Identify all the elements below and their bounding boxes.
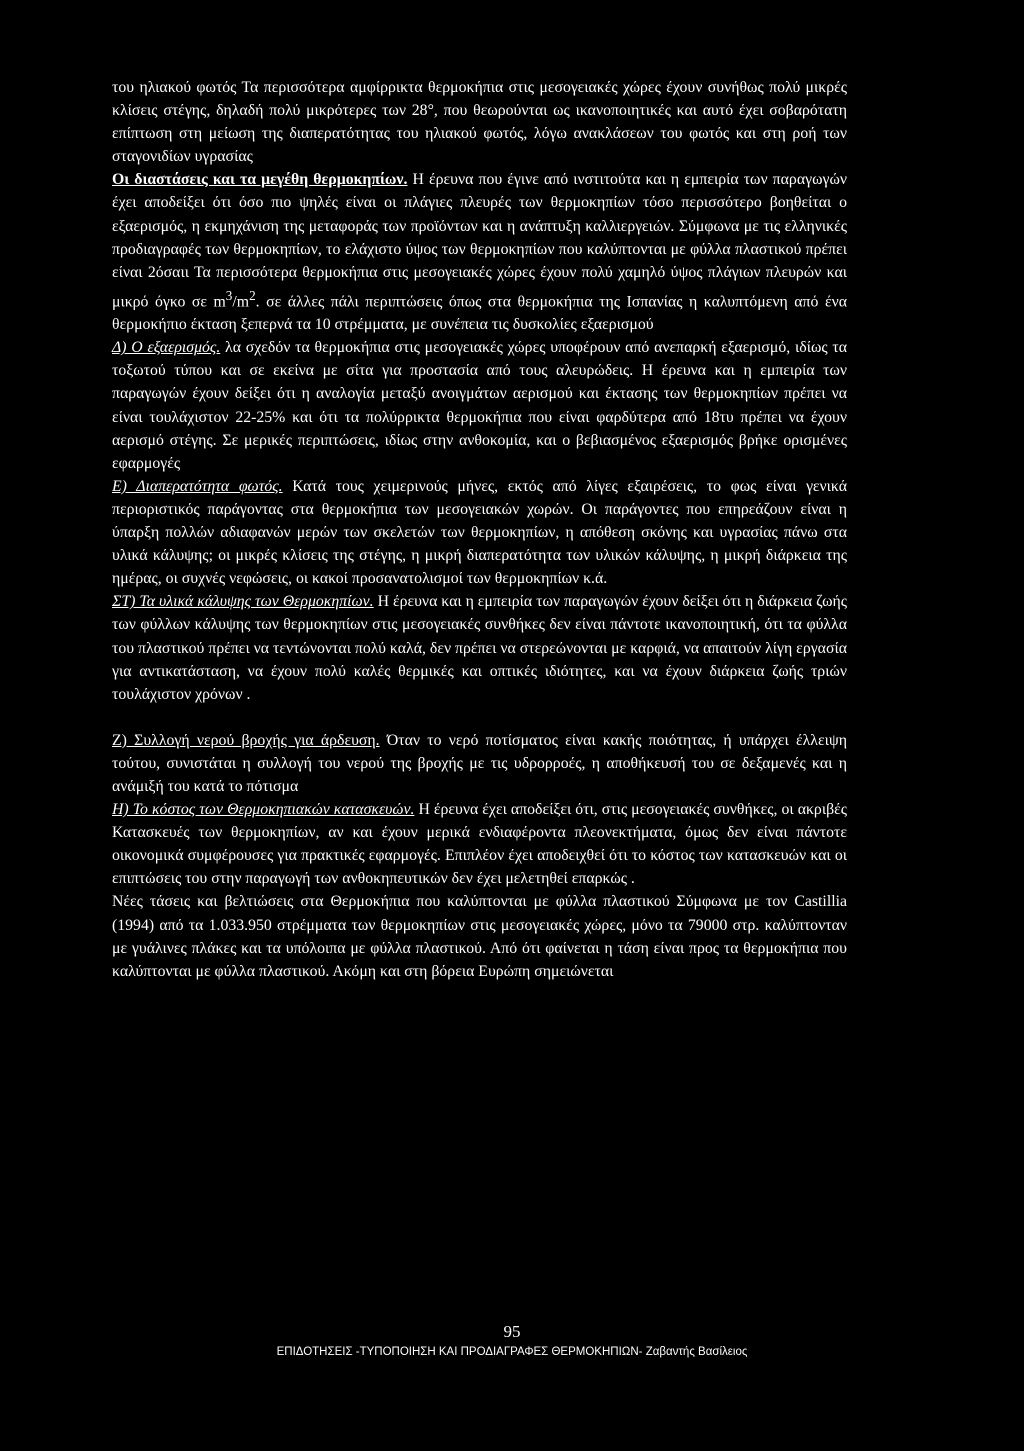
paragraph-text: Κατά τους χειμερινούς μήνες, εκτός από λίγες εξαιρέσεις, το φως είναι γενικά περιοριστικός παράγοντας στα θερμοκήπια των μεσογειακών χωρών. Οι παράγοντες που επηρεάζουν είναι η ύπαρξη πολλών αδιαφανών μερών των σκελετών των θερμοκηπίων, η απόθεση σκόνης και υγρασίας πάνω στα υλικά κάλυψης; οι μικρές κλίσεις της στέγης, η μικρή διαπερατότητα των υλικών κάλυψης, η μικρή διάρκεια της ημέρας, οι συχνές νεφώσεις, οι κακοί προσανατολισμοί των θερμοκηπίων κ.ά.	[112, 477, 848, 588]
body-text	[112, 76, 847, 983]
section-heading-light: Ε) Διαπερατότητα φωτός.	[112, 477, 283, 495]
paragraph-text: Η έρευνα και η εμπειρία των παραγωγών έχουν δείξει ότι η διάρκεια ζωής των φύλλων κάλυψης των θερμοκηπίων στις μεσογειακές συνθήκες δεν είναι πάντοτε ικανοποιητική, ότι τα φύλλα του πλαστικού πρέπει να τεντώνονται πολύ καλά, δεν πρέπει να στερεώνονται με καρφιά, να απαιτούν λίγη εργασία για αντικατάσταση, να έχουν πολύ καλές θερμικές και οπτικές ιδιότητες, και να έχουν διάρκεια ζωής τριών τουλάχιστον χρόνων .	[112, 593, 847, 703]
paragraph-light	[112, 475, 847, 590]
paragraph-text: Όταν το νερό ποτίσματος είναι κακής ποιότητας, ή υπάρχει έλλειψη τούτου, συνιστάται η συλλογή του νερού της βροχής με τις υδρορροές, η αποθήκευσή του σε δεξαμενές και η ανάμιξή του κατά το πότισμα	[112, 731, 847, 795]
section-heading-ventilation: Δ) Ο εξαερισμός.	[112, 339, 221, 357]
paragraph-rainwater	[112, 729, 847, 798]
paragraph-text: Η έρευνα έχει αποδείξει ότι, στις μεσογειακές συνθήκες, οι ακριβές Κατασκευές των θερμοκηπίων, αν και έχουν μερικά ενδιαφέροντα πλεονεκτήματα, όμως δεν είναι πάντοτε οικονομικά συμφέρουσες για πρακτικές εφαρμογές. Επιπλέον έχει αποδειχθεί ότι το κόστος των κατασκευών και οι επιπτώσεις του στην παραγωγή των ανθοκηπευτικών δεν έχει μελετηθεί επαρκώς .	[112, 801, 847, 888]
section-heading-dimensions: Οι διαστάσεις και τα μεγέθη θερμοκηπίων.	[112, 171, 408, 189]
section-heading-rainwater: Ζ) Συλλογή νερού βροχής για άρδευση.	[112, 731, 380, 749]
paragraph-cost	[112, 798, 847, 890]
paragraph-text: λα σχεδόν τα θερμοκήπια στις μεσογειακές χώρες υποφέρουν από ανεπαρκή εξαερισμό, ιδίως τα τοξωτού τύπου και σε εκείνα με σίτα για προστασία από τους αλευρώδεις. Η έρευνα και η εμπειρία των παραγωγών έχουν δείξει ότι η αναλογία μεταξύ ανοιγμάτων αερισμού και έκτασης των θερμοκηπίων πρέπει να είναι τουλάχιστον 22-25% και ότι τα πολύρρικτα θερμοκήπια που είναι φαρδύτερα από 18τυ πρέπει να έχουν αερισμό στέγης. Σε μερικές περιπτώσεις, ιδίως στην ανθοκομία, και ο βεβιασμένος εξαερισμός βρήκε ορισμένες εφαρμογές	[112, 339, 847, 472]
paragraph-dimensions	[112, 168, 847, 336]
paragraph-trends: Νέες τάσεις και βελτιώσεις στα Θερμοκήπια που καλύπτονται με φύλλα πλαστικού Σύμφωνα με τον Castillia (1994) από τα 1.033.950 στρέμματα των θερμοκηπίων στις μεσογειακές χώρες, μόνο τα 79000 στρ. καλύπτονταν με γυάλινες πλάκες και τα υπόλοιπα με φύλλα πλαστικού. Από ότι φαίνεται η τάση είναι προς τα θερμοκήπια που καλύπτονται με φύλλα πλαστικού. Ακόμη και στη βόρεια Ευρώπη σημειώνεται	[112, 893, 847, 980]
paragraph-text: /m	[232, 293, 250, 311]
section-heading-materials: ΣΤ) Τα υλικά κάλυψης των Θερμοκηπίων.	[112, 593, 374, 611]
superscript: 2	[249, 287, 256, 303]
paragraph-ventilation	[112, 336, 847, 475]
page-number: 95	[503, 1322, 521, 1341]
page-footer: ΕΠΙΔΟΤΗΣΕΙΣ -ΤΥΠΟΠΟΙΗΣΗ ΚΑΙ ΠΡΟΔΙΑΓΡΑΦΕΣ ΘΕΡΜΟΚΗΠΙΩΝ- Ζαβαντής Βασίλειος	[276, 1346, 748, 1358]
paragraph-intro: του ηλιακού φωτός Τα περισσότερα αμφίρρικτα θερμοκήπια στις μεσογειακές χώρες έχουν συνήθως πολύ μικρές κλίσεις στέγης, δηλαδή πολύ μικρότερες των 28°, που θεωρούνται ως ικανοποιητικές και αυτό έχει σοβαρότατη επίπτωση στη μείωση της διαπερατότητας του ηλιακού φωτός, λόγω ανακλάσεων του φωτός και στη ροή των σταγονιδίων υγρασίας	[112, 79, 847, 166]
section-heading-cost: Η) Το κόστος των Θερμοκηπιακών κατασκευών.	[112, 801, 415, 819]
superscript: 3	[225, 287, 233, 303]
paragraph-text: Η έρευνα που έγινε από ινστιτούτα και η εμπειρία των παραγωγών έχει αποδείξει ότι όσο πιο ψηλές είναι οι πλάγιες πλευρές των θερμοκηπίων τόσο περισσότερο βοηθείται ο εξαερισμός, η εκμηχάνιση της μεταφοράς των προϊόντων και η ανάπτυξη καλλιεργειών. Σύμφωνα με τις ελληνικές προδιαγραφές των θερμοκηπίων, το ελάχιστο ύψος των θερμοκηπίων που καλύπτονται με φύλλα πλαστικού πρέπει είναι 2όσαιι Τα περισσότερα θερμοκήπια στις μεσογειακές χώρες έχουν πολύ χαμηλό ύψος πλάγιων πλευρών και μικρό όγκο σε m	[112, 171, 847, 311]
paragraph-materials	[112, 590, 847, 705]
paragraph-text: . σε άλλες πάλι περιπτώσεις όπως στα θερμοκήπια της Ισπανίας η καλυπτόμενη από ένα θερμοκήπιο έκταση ξεπερνά τα 10 στρέμματα, με συνέπεια τις δυσκολίες εξαερισμού	[112, 293, 847, 334]
